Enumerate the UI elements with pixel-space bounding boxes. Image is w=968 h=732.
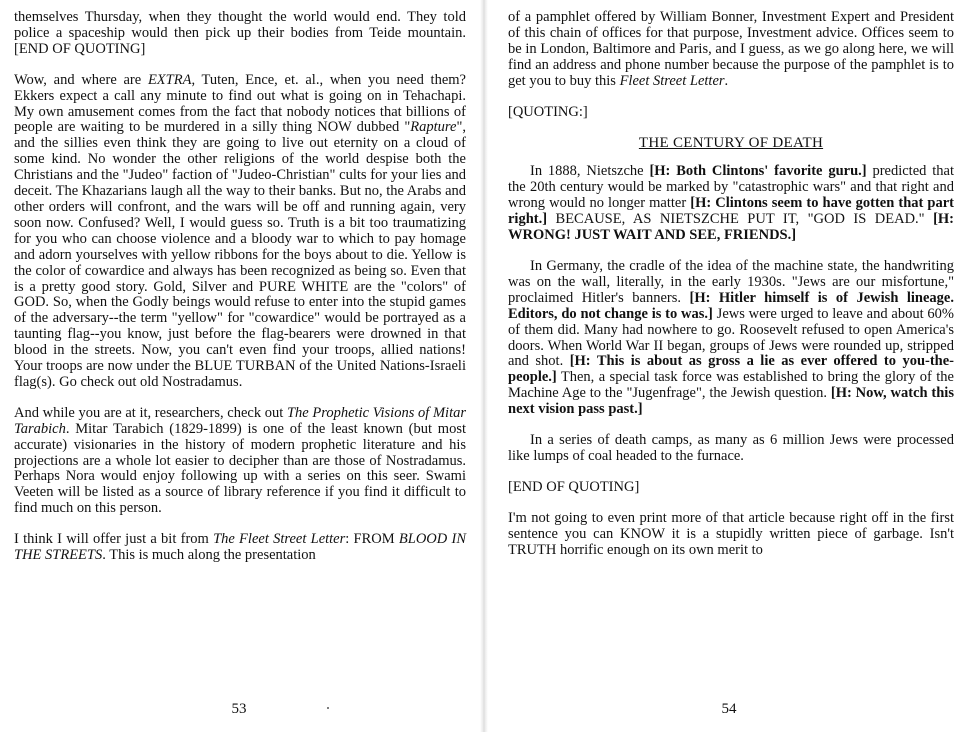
- left-page-body: [14, 10, 466, 564]
- article-heading: THE CENTURY OF DEATH: [638, 135, 824, 152]
- text-run: In a series of death camps, as many as 6 million Jews were processed like lumps of coal headed to the furnace.: [508, 432, 954, 464]
- text-run: Jews were urged to leave and about 60% of them did. Many had nowhere to go. Roosevelt refused to open America's doors. When World War II began, groups of Jews were rounded up, stripped and shot.: [508, 305, 954, 370]
- text-run: Then, a special task force was established to bring the glory of the Machine Age to the "Jugenfrage", the Jewish question.: [508, 369, 954, 402]
- bold-annotation: [H: This is about as gross a lie as ever offered to you-the-people.]: [508, 353, 955, 386]
- paragraph: [14, 532, 466, 564]
- quoted-paragraph: [508, 259, 954, 418]
- text-run: . Mitar Tarabich (1829-1899) is one of the least known (but most accurate) visionaries in the history of modern prophetic literature and his projections are a whole lot easier to decipher than are those of Nostradamus. Perhaps Nora would enjoy following up with a series on this seer. Swami Veeten will be listed as a source of library reference if you find it difficult to find much on this person.: [14, 420, 466, 517]
- text-run: [QUOTING:]: [508, 103, 588, 120]
- text-run: And while you are at it, researchers, check out: [14, 404, 287, 421]
- italic-text: Fleet Street Letter: [619, 72, 725, 89]
- italic-text: The Prophetic Visions of Mitar Tarabich: [14, 404, 466, 437]
- bold-annotation: [H: Both Clintons' favorite guru.]: [649, 163, 867, 180]
- book-gutter: [480, 0, 488, 732]
- text-run: , Tuten, Ence, et. al., when you need them? Ekkers expect a call any minute to find out what is going on in Tehachapi. My own amusement comes from the fact that nobody notices that billions of people are waiting to be murdered in a silly thing NOW dubbed ": [14, 71, 466, 136]
- bold-annotation: [H: Clintons seem to have gotten that part right.]: [508, 195, 954, 228]
- right-page-body: [508, 10, 954, 558]
- text-run: themselves Thursday, when they thought the world would end. They told police a spaceship would then pick up their bodies from Teide mountain. [END OF QUOTING]: [14, 9, 466, 57]
- italic-text: EXTRA: [147, 71, 192, 88]
- page-number: 54: [721, 701, 737, 717]
- text-run: In Germany, the cradle of the idea of the machine state, the handwriting was on the wall, literally, in the early 1930s. "Jews are our misfortune," proclaimed Hitler's banners.: [508, 257, 954, 306]
- text-run: [END OF QUOTING]: [508, 478, 640, 495]
- paragraph: [508, 511, 954, 559]
- quoted-paragraph: [508, 433, 954, 465]
- paragraph: [14, 10, 466, 58]
- italic-text: BLOOD IN THE STREETS: [14, 531, 466, 564]
- end-quoting-marker: [508, 480, 954, 496]
- bold-annotation: [H: Hitler himself is of Jewish lineage. Editors, do not change is to was.]: [508, 289, 954, 322]
- italic-text: The Fleet Street Letter: [213, 531, 346, 548]
- quoting-marker: [508, 105, 954, 121]
- italic-text: Rapture: [410, 119, 457, 136]
- text-run: In 1888, Nietszche: [530, 163, 650, 180]
- text-run: .: [724, 72, 729, 89]
- paragraph: [14, 73, 466, 391]
- bold-annotation: [H: WRONG! JUST WAIT AND SEE, FRIENDS.]: [508, 211, 954, 244]
- text-run: BECAUSE, AS NIETSZCHE PUT IT, "GOD IS DEAD.": [547, 211, 934, 228]
- right-page: [490, 0, 968, 732]
- paragraph: [14, 406, 466, 517]
- text-run: . This is much along the presentation: [102, 547, 316, 564]
- text-run: of a pamphlet offered by William Bonner, Investment Expert and President of this chain of offices for that purpose, Investment advice. Offices seem to be in London, Baltimore and Paris, and I guess, as we go along here, we will find an address and phone number because the purpose of the pamphlet is to get you to buy this: [508, 9, 954, 89]
- text-run: I think I will offer just a bit from: [14, 531, 214, 548]
- text-run: ", and the sillies even think they are going to live out eternity on a cloud of some kind. No wonder the other religions of the world despise both the Christians and the "Judeo" faction of "Judeo-Christian" cults for your lies and deceit. The Khazarians laugh all the way to their banks. But no, the Arabs and other orders will confront, and the wars will be off and running again, very soon now. Confused? Well, I would guess so. Truth is a bit too traumatizing for you who can choose violence and a bloody war to which to pay homage and adorn yourselves with yellow ribbons for the boys about to die. Yellow is the color of cowardice and always has been recognized as being so. Even that is a pretty good story. Gold, Silver and PURE WHITE are the "colors" of GOD. So, when the Godly beings would refuse to enter into the stupid games of the adversary--the term "yellow" for "cowardice" would be portrayed as a taunting flag--you know, just before the flag-bearers were drowned in that blood in the streets. Now, you can't even find your troops, allied nations! Your troops are now under the BLUE TURBAN of the United Nations-Israeli flag(s). Go check out old Nostradamus.: [14, 119, 466, 390]
- paragraph: [508, 10, 954, 90]
- left-page: [0, 0, 478, 732]
- text-run: Wow, and where are: [14, 71, 148, 88]
- page-number: 53: [231, 701, 247, 717]
- text-run: : FROM: [345, 531, 399, 548]
- text-run: I'm not going to even print more of that article because right off in the first sentence you can KNOW it is a stupidly written piece of garbage. Isn't TRUTH horrific enough on its own merit to: [508, 509, 954, 558]
- bold-annotation: [H: Now, watch this next vision pass past.]: [508, 385, 954, 418]
- text-run: predicted that the 20th century would be marked by "catastrophic wars" and that right and wrong would no longer matter: [508, 163, 954, 212]
- quoted-paragraph: [508, 164, 954, 244]
